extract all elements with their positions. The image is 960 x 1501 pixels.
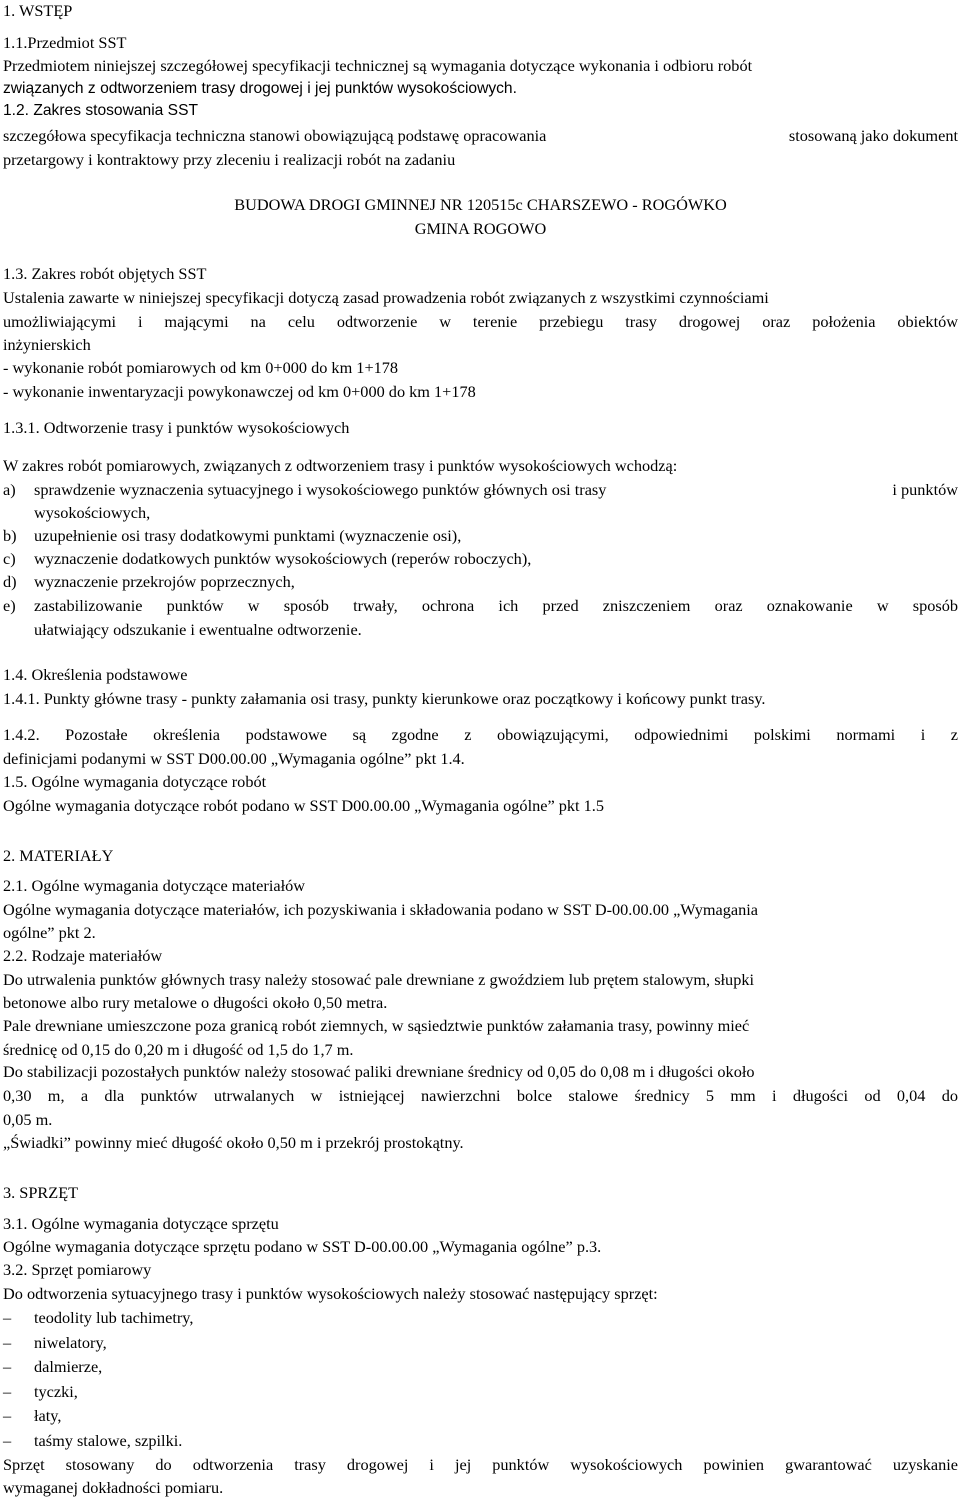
paragraph-2-1-line-2: ogólne” pkt 2. <box>3 923 96 942</box>
list-item-b-letter: b) <box>3 526 17 545</box>
list-item-a-line-1-right: i punktów <box>892 480 958 499</box>
paragraph-1-1-line-2: związanych z odtworzeniem trasy drogowej i jej punktów wysokościowych. <box>3 80 517 97</box>
paragraph-2-2-p2-line-1: Pale drewniane umieszczone poza granicą robót ziemnych, w sąsiedztwie punktów załamania trasy, powinny mieć <box>3 1016 750 1035</box>
paragraph-2-2-p1-line-2: betonowe albo rury metalowe o długości około 0,50 metra. <box>3 993 388 1012</box>
paragraph-1-3-line-2: umożliwiającymi i mającymi na celu odtworzenie w terenie przebiegu trasy drogowej oraz położenia obiektów <box>3 312 958 331</box>
paragraph-2-2-p2-line-2: średnicę od 0,15 do 0,20 m i długość od 1,5 do 1,7 m. <box>3 1040 354 1059</box>
subsection-1-3-1-title: 1.3.1. Odtworzenie trasy i punktów wysokościowych <box>3 418 350 437</box>
paragraph-2-1-line-1: Ogólne wymagania dotyczące materiałów, ich pozyskiwania i składowania podano w SST D-00.00.00 „Wymagania <box>3 900 758 919</box>
section-1-heading: 1. WSTĘP <box>3 1 73 20</box>
section-3-heading: 3. SPRZĘT <box>3 1183 79 1202</box>
paragraph-1-3-line-5: - wykonanie inwentaryzacji powykonawczej od km 0+000 do km 1+178 <box>3 382 476 401</box>
paragraph-1-4-2-line-2: definicjami podanymi w SST D00.00.00 „Wymagania ogólne” pkt 1.4. <box>3 749 465 768</box>
paragraph-1-1-line-1: Przedmiotem niniejszej szczegółowej specyfikacji technicznej są wymagania dotyczące wykonania i odbioru robót <box>3 56 753 75</box>
subsection-1-4-title: 1.4. Określenia podstawowe <box>3 665 188 684</box>
equipment-dash-6: – <box>3 1431 12 1450</box>
paragraph-3-1-line-1: Ogólne wymagania dotyczące sprzętu podano w SST D-00.00.00 „Wymagania ogólne” p.3. <box>3 1237 602 1256</box>
project-title-line-2: GMINA ROGOWO <box>414 219 547 238</box>
list-item-d-line-1: wyznaczenie przekrojów poprzecznych, <box>34 572 295 591</box>
subsection-1-1-title: 1.1.Przedmiot SST <box>3 33 127 52</box>
list-item-e-letter: e) <box>3 596 16 615</box>
paragraph-1-3-line-3: inżynierskich <box>3 335 91 354</box>
paragraph-2-2-p3-line-3: 0,05 m. <box>3 1110 53 1129</box>
paragraph-1-2-line-1-left: szczegółowa specyfikacja techniczna stanowi obowiązującą podstawę opracowania <box>3 126 547 145</box>
list-item-a-letter: a) <box>3 480 16 499</box>
equipment-dash-3: – <box>3 1357 12 1376</box>
list-item-b-line-1: uzupełnienie osi trasy dodatkowymi punktami (wyznaczenie osi), <box>34 526 462 545</box>
subsection-1-2-title: 1.2. Zakres stosowania SST <box>3 102 199 119</box>
subsection-2-2-title: 2.2. Rodzaje materiałów <box>3 946 163 965</box>
equipment-item-3: dalmierze, <box>34 1357 103 1376</box>
paragraph-1-4-1: 1.4.1. Punkty główne trasy - punkty załamania osi trasy, punkty kierunkowe oraz początkowy i końcowy punkt trasy. <box>3 689 766 708</box>
section-2-heading: 2. MATERIAŁY <box>3 846 114 865</box>
list-item-d-letter: d) <box>3 572 17 591</box>
list-item-e-line-1: zastabilizowanie punktów w sposób trwały, ochrona ich przed zniszczeniem oraz oznakowanie w sposób <box>34 596 958 615</box>
list-item-e-line-2: ułatwiający odszukanie i ewentualne odtworzenie. <box>34 620 362 639</box>
paragraph-2-2-p3-line-2: 0,30 m, a dla punktów utrwalanych w istniejącej nawierzchni bolce stalowe średnicy 5 mm i długości od 0,04 do <box>3 1086 958 1105</box>
subsection-2-1-title: 2.1. Ogólne wymagania dotyczące materiałów <box>3 876 305 895</box>
equipment-item-5: łaty, <box>34 1406 62 1425</box>
equipment-dash-5: – <box>3 1406 12 1425</box>
subsection-3-2-title: 3.2. Sprzęt pomiarowy <box>3 1260 152 1279</box>
equipment-item-4: tyczki, <box>34 1382 78 1401</box>
paragraph-1-3-1-intro: W zakres robót pomiarowych, związanych z odtworzeniem trasy i punktów wysokościowych wchodzą: <box>3 456 678 475</box>
paragraph-2-2-p4-line-1: „Świadki” powinny mieć długość około 0,50 m i przekrój prostokątny. <box>3 1133 464 1152</box>
paragraph-1-2-line-2: przetargowy i kontraktowy przy zleceniu i realizacji robót na zadaniu <box>3 150 456 169</box>
project-title-line-1: BUDOWA DROGI GMINNEJ NR 120515c CHARSZEWO - ROGÓWKO <box>234 195 727 214</box>
paragraph-1-3-line-4: - wykonanie robót pomiarowych od km 0+000 do km 1+178 <box>3 358 399 377</box>
closing-line-1: Sprzęt stosowany do odtworzenia trasy drogowej i jej punktów wysokościowych powinien gwarantować uzyskanie <box>3 1455 958 1474</box>
list-item-a-line-1-left: sprawdzenie wyznaczenia sytuacyjnego i wysokościowego punktów głównych osi trasy <box>34 480 607 499</box>
equipment-item-2: niwelatory, <box>34 1333 107 1352</box>
equipment-item-1: teodolity lub tachimetry, <box>34 1308 194 1327</box>
subsection-1-3-title: 1.3. Zakres robót objętych SST <box>3 264 207 283</box>
paragraph-1-4-2-line-1: 1.4.2. Pozostałe określenia podstawowe są zgodne z obowiązującymi, odpowiednimi polskimi normami i z <box>3 725 958 744</box>
subsection-3-1-title: 3.1. Ogólne wymagania dotyczące sprzętu <box>3 1214 279 1233</box>
equipment-dash-4: – <box>3 1382 12 1401</box>
equipment-dash-2: – <box>3 1333 12 1352</box>
list-item-c-line-1: wyznaczenie dodatkowych punktów wysokościowych (reperów roboczych), <box>34 549 532 568</box>
list-item-a-line-2: wysokościowych, <box>34 503 151 522</box>
paragraph-2-2-p3-line-1: Do stabilizacji pozostałych punktów należy stosować paliki drewniane średnicy od 0,05 do 0,08 m i długości około <box>3 1062 755 1081</box>
equipment-item-6: taśmy stalowe, szpilki. <box>34 1431 183 1450</box>
paragraph-1-5-line-1: Ogólne wymagania dotyczące robót podano w SST D00.00.00 „Wymagania ogólne” pkt 1.5 <box>3 796 604 815</box>
paragraph-1-3-line-1: Ustalenia zawarte w niniejszej specyfikacji dotyczą zasad prowadzenia robót związanych z wszystkimi czynnościami <box>3 288 769 307</box>
paragraph-2-2-p1-line-1: Do utrwalenia punktów głównych trasy należy stosować pale drewniane z gwoździem lub prętem stalowym, słupki <box>3 970 754 989</box>
paragraph-1-2-line-1-right: stosowaną jako dokument <box>788 126 958 145</box>
paragraph-3-2-intro: Do odtworzenia sytuacyjnego trasy i punktów wysokościowych należy stosować następujący sprzęt: <box>3 1284 658 1303</box>
subsection-1-5-title: 1.5. Ogólne wymagania dotyczące robót <box>3 772 267 791</box>
closing-line-2: wymaganej dokładności pomiaru. <box>3 1478 224 1497</box>
equipment-dash-1: – <box>3 1308 12 1327</box>
list-item-c-letter: c) <box>3 549 16 568</box>
